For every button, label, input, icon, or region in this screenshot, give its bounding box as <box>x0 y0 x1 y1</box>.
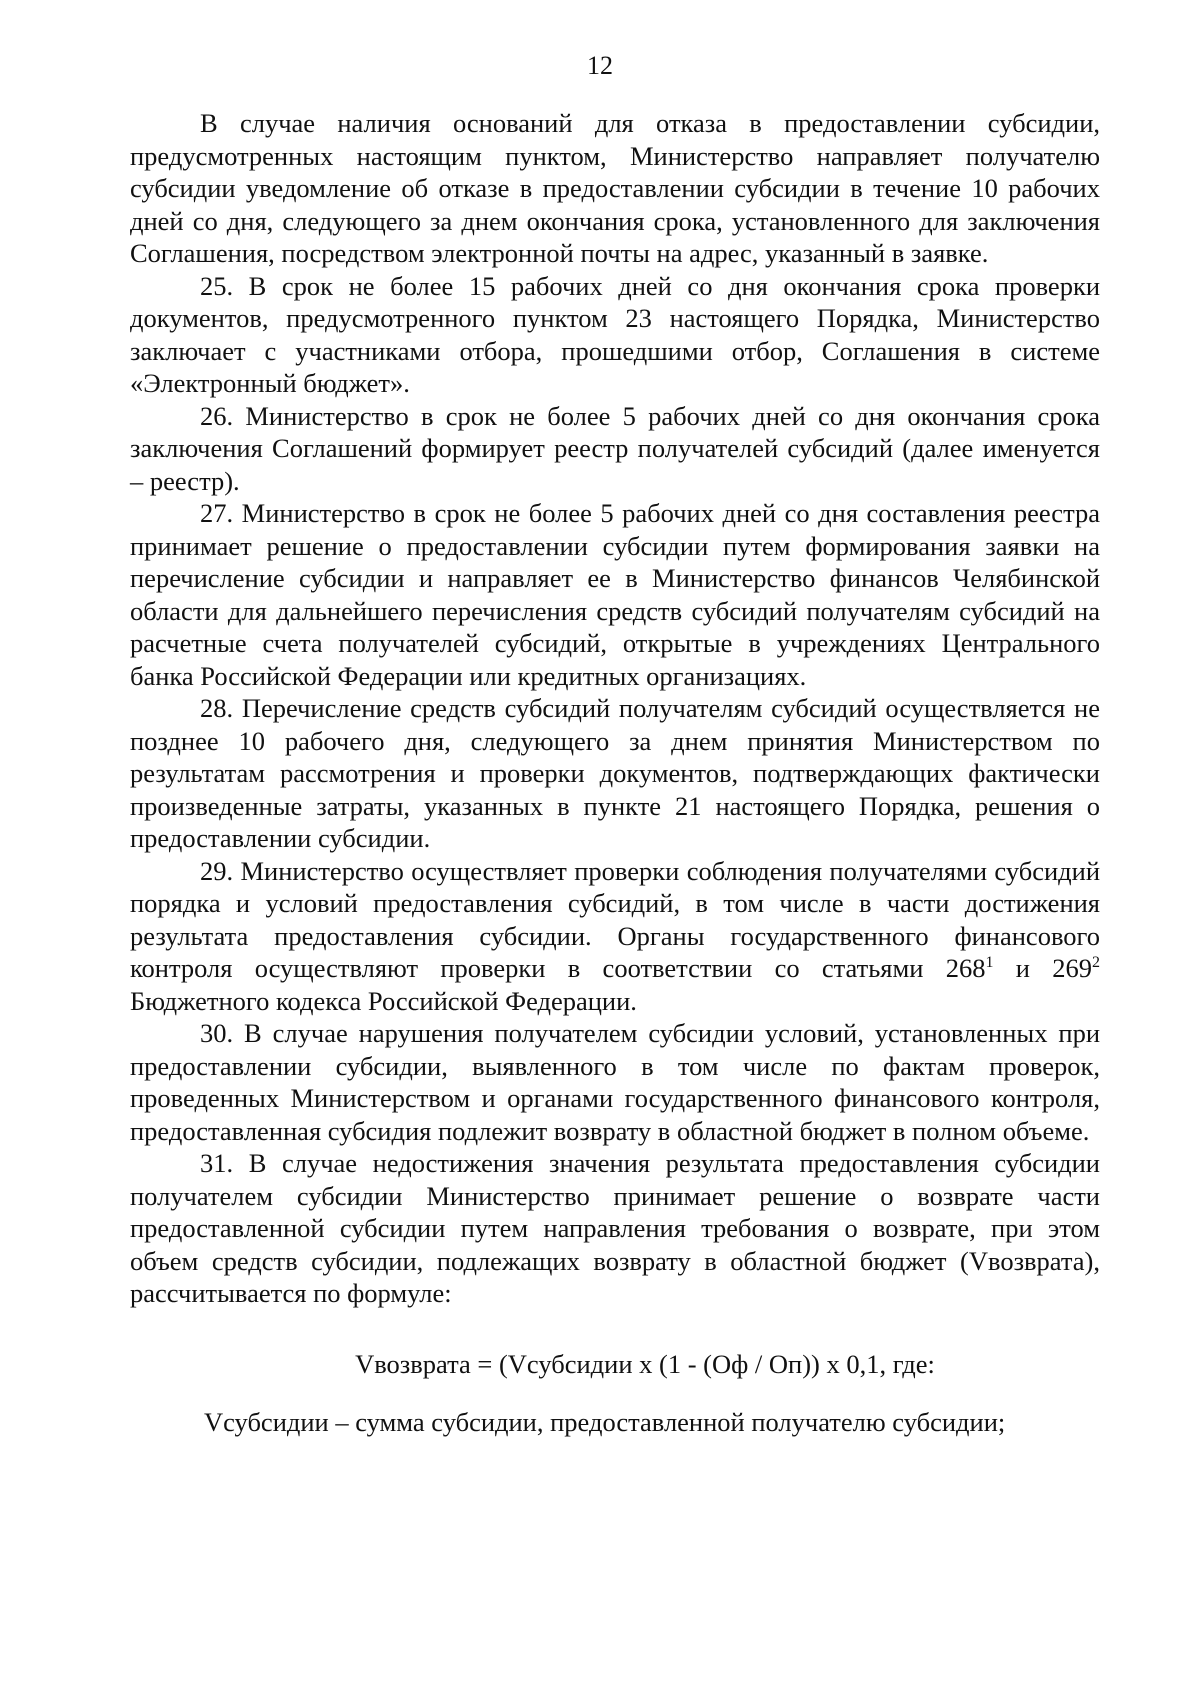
paragraph-29-text-c: Бюджетного кодекса Российской Федерации. <box>130 985 637 1016</box>
paragraph-26: 26. Министерство в срок не более 5 рабочих дней со дня окончания срока заключения Соглашений формирует реестр получателей субсидий (далее именуется – реестр). <box>130 400 1100 496</box>
paragraph-29 <box>130 855 1100 1018</box>
paragraph-refusal-notice: В случае наличия оснований для отказа в предоставлении субсидии, предусмотренных настоящим пунктом, Министерство направляет получателю субсидии уведомление об отказе в предоставлении субсидии в течение 10 рабочих дней со дня, следующего за днем окончания срока, установленного для заключения Соглашения, посредством электронной почты на адрес, указанный в заявке. <box>130 108 1100 268</box>
paragraph-28: 28. Перечисление средств субсидий получателям субсидий осуществляется не позднее 10 рабочего дня, следующего за днем принятия Министерством по результатам рассмотрения и проверки документов, подтверждающих фактически произведенные затраты, указанных в пункте 21 настоящего Порядка, решения о предоставлении субсидии. <box>130 693 1100 853</box>
paragraph-29-text-a: 29. Министерство осуществляет проверки соблюдения получателями субсидий порядка и условий предоставления субсидий, в том числе в части достижения результата предоставления субсидии. Органы государственного финансового контроля осуществляют проверки в соответствии со статьями 268 <box>130 855 1100 983</box>
paragraph-27: 27. Министерство в срок не более 5 рабочих дней со дня составления реестра принимает решение о предоставлении субсидии путем формирования заявки на перечисление субсидии и направляет ее в Министерство финансов Челябинской области для дальнейшего перечисления средств субсидий получателям субсидий на расчетные счета получателей субсидий, открытые в учреждениях Центрального банка Российской Федерации или кредитных организациях. <box>130 498 1100 691</box>
document-body <box>130 107 1100 1439</box>
paragraph-30: 30. В случае нарушения получателем субсидии условий, установленных при предоставлении субсидии, выявленного в том числе по фактам проверок, проведенных Министерством и органами государственного финансового контроля, предоставленная субсидия подлежит возврату в областной бюджет в полном объеме. <box>130 1018 1100 1146</box>
paragraph-29-text-b: и 269 <box>993 953 1092 983</box>
paragraph-25: 25. В срок не более 15 рабочих дней со дня окончания срока проверки документов, предусмотренного пунктом 23 настоящего Порядка, Министерство заключает с участниками отбора, прошедшими отбор, Соглашения в системе «Электронный бюджет». <box>130 270 1100 398</box>
superscript-1: 1 <box>985 954 994 972</box>
paragraph-31: 31. В случае недостижения значения результата предоставления субсидии получателем субсидии Министерство принимает решение о возврате части предоставленной субсидии путем направления требования о возврате, при этом объем средств субсидии, подлежащих возврату в областной бюджет (Vвозврата), рассчитывается по формуле: <box>130 1148 1100 1308</box>
page-number: 12 <box>587 51 613 80</box>
superscript-2: 2 <box>1092 954 1100 972</box>
refund-formula: Vвозврата = (Vсубсидии x (1 - (Оф / Оп)) x 0,1, где: <box>355 1348 935 1379</box>
formula-definition-subsidy: Vсубсидии – сумма субсидии, предоставленной получателю субсидии; <box>204 1407 1006 1437</box>
